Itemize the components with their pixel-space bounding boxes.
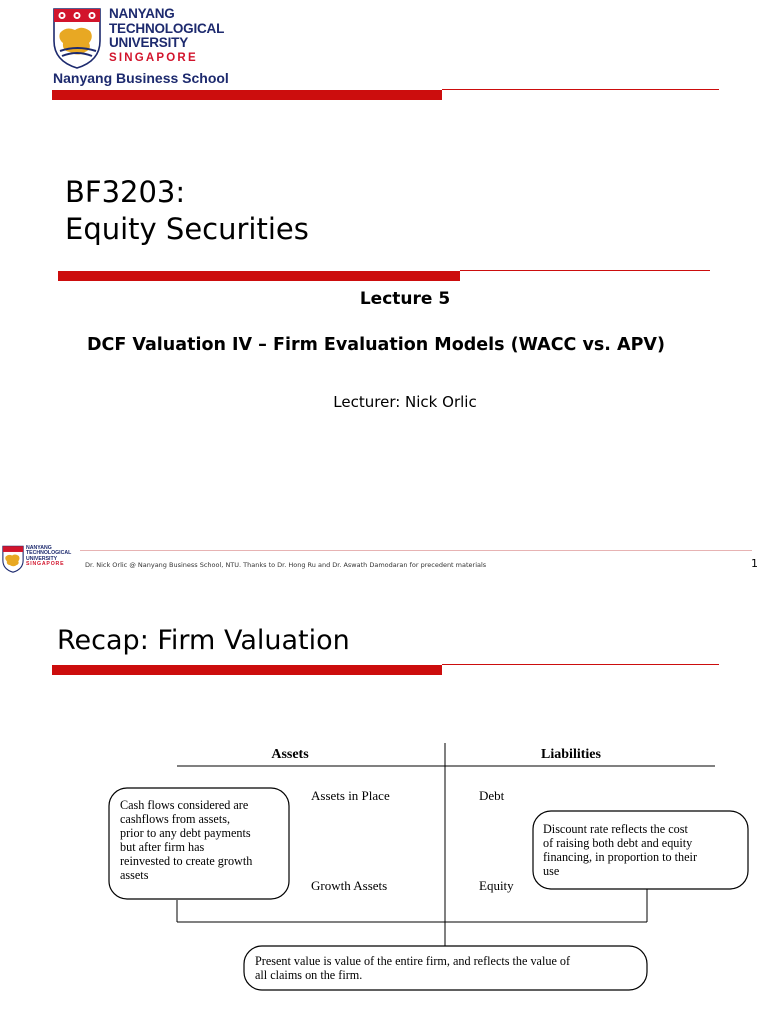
- logo-line-singapore: SINGAPORE: [109, 51, 198, 64]
- left-note-line: reinvested to create growth: [120, 854, 253, 868]
- page-number: 1: [751, 557, 758, 570]
- logo-line-university: UNIVERSITY: [109, 35, 189, 50]
- right-note-line: Discount rate reflects the cost: [543, 822, 688, 836]
- school-name: Nanyang Business School: [53, 70, 229, 86]
- footer-logo-line-1: NANYANG: [26, 545, 52, 551]
- right-note-line: financing, in proportion to their: [543, 850, 698, 864]
- assets-header: Assets: [271, 747, 309, 762]
- liabilities-header: Liabilities: [541, 747, 601, 762]
- logo-line-technological: TECHNOLOGICAL: [109, 20, 225, 36]
- bottom-note-line: all claims on the firm.: [255, 968, 363, 982]
- lecture-subtitle: DCF Valuation IV – Firm Evaluation Models (WACC vs. APV): [87, 335, 665, 355]
- footer-logo-line-4: SINGAPORE: [26, 561, 65, 568]
- equity-label: Equity: [479, 878, 514, 893]
- lecture-number: Lecture 5: [359, 289, 451, 309]
- left-note-line: Cash flows considered are: [120, 798, 249, 812]
- footer-logo-line-3: UNIVERSITY: [26, 555, 58, 562]
- logo-line-nanyang: NANYANG: [109, 6, 175, 21]
- lecturer-name: Lecturer: Nick Orlic: [333, 393, 477, 411]
- debt-label: Debt: [479, 788, 505, 803]
- course-code: BF3203:: [65, 175, 186, 209]
- footer-credit: Dr. Nick Orlic @ Nanyang Business School, NTU. Thanks to Dr. Hong Ru and Dr. Aswath Damodaran for precedent materials: [85, 561, 487, 569]
- left-note-line: prior to any debt payments: [120, 826, 251, 840]
- course-name: Equity Securities: [65, 212, 309, 246]
- left-note-line: assets: [120, 868, 149, 882]
- slide-title: Recap: Firm Valuation: [57, 625, 350, 656]
- assets-in-place-label: Assets in Place: [311, 788, 390, 803]
- right-note-line: of raising both debt and equity: [543, 836, 693, 850]
- growth-assets-label: Growth Assets: [311, 878, 388, 893]
- footer-logo-line-2: TECHNOLOGICAL: [26, 550, 72, 557]
- left-note-line: cashflows from assets,: [120, 812, 231, 826]
- right-note-line: use: [543, 864, 560, 878]
- bottom-note-line: Present value is value of the entire firm, and reflects the value of: [255, 954, 571, 968]
- left-note-line: but after firm has: [120, 840, 205, 854]
